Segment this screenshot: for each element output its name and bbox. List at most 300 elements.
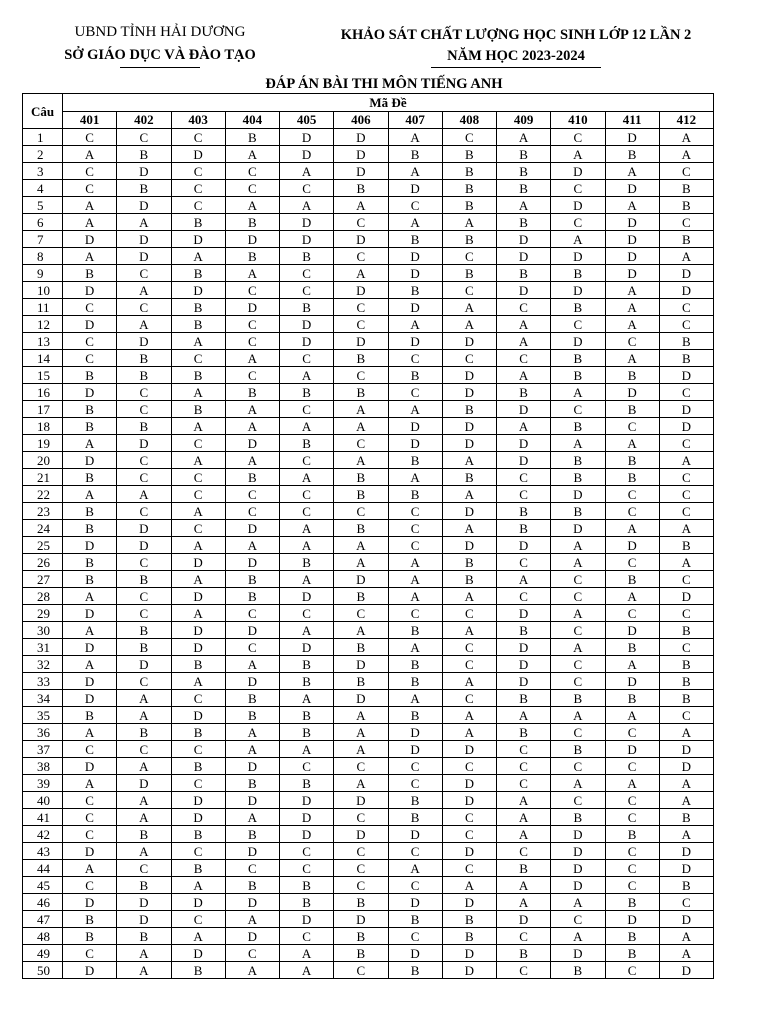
answer-cell: D: [334, 231, 388, 248]
answer-cell: A: [280, 469, 334, 486]
table-row: [23, 299, 714, 316]
answer-cell: A: [497, 894, 551, 911]
answer-cell: A: [63, 486, 117, 503]
question-number: 34: [23, 690, 63, 707]
answer-cell: D: [551, 333, 605, 350]
answer-cell: A: [280, 945, 334, 962]
answer-cell: A: [388, 860, 442, 877]
answer-cell: D: [497, 452, 551, 469]
document-title: ĐÁP ÁN BÀI THI MÔN TIẾNG ANH: [265, 76, 503, 92]
answer-cell: A: [225, 401, 279, 418]
question-number: 42: [23, 826, 63, 843]
answer-cell: B: [334, 588, 388, 605]
answer-cell: B: [388, 452, 442, 469]
answer-cell: C: [225, 180, 279, 197]
answer-cell: C: [334, 503, 388, 520]
exam-code-row: [23, 111, 714, 129]
answer-cell: C: [225, 503, 279, 520]
answer-cell: D: [605, 622, 659, 639]
question-number: 23: [23, 503, 63, 520]
answer-cell: B: [551, 367, 605, 384]
answer-cell: C: [171, 486, 225, 503]
question-number: 37: [23, 741, 63, 758]
answer-cell: B: [117, 622, 171, 639]
question-number: 14: [23, 350, 63, 367]
answer-cell: D: [442, 384, 496, 401]
answer-cell: B: [280, 894, 334, 911]
answer-cell: D: [225, 231, 279, 248]
answer-cell: B: [605, 945, 659, 962]
table-row: [23, 639, 714, 656]
answer-cell: A: [280, 418, 334, 435]
question-number: 33: [23, 673, 63, 690]
answer-cell: A: [605, 299, 659, 316]
answer-cell: C: [117, 129, 171, 146]
table-row: [23, 588, 714, 605]
answer-cell: C: [551, 622, 605, 639]
question-number: 35: [23, 707, 63, 724]
answer-cell: B: [551, 503, 605, 520]
answer-cell: C: [63, 741, 117, 758]
answer-cell: C: [551, 656, 605, 673]
answer-cell: B: [388, 962, 442, 979]
exam-code-408: 408: [442, 111, 496, 129]
answer-cell: D: [117, 520, 171, 537]
table-row: [23, 503, 714, 520]
answer-cell: C: [334, 860, 388, 877]
answer-cell: D: [442, 792, 496, 809]
answer-cell: C: [659, 571, 713, 588]
answer-cell: B: [280, 248, 334, 265]
answer-cell: C: [171, 197, 225, 214]
answer-cell: B: [442, 571, 496, 588]
answer-cell: B: [442, 911, 496, 928]
question-number: 10: [23, 282, 63, 299]
answer-cell: C: [388, 520, 442, 537]
answer-cell: D: [225, 894, 279, 911]
answer-cell: A: [497, 707, 551, 724]
answer-cell: D: [497, 673, 551, 690]
answer-cell: A: [551, 775, 605, 792]
answer-cell: C: [551, 724, 605, 741]
answer-cell: A: [659, 129, 713, 146]
answer-cell: D: [117, 775, 171, 792]
answer-cell: D: [659, 758, 713, 775]
answer-cell: D: [497, 605, 551, 622]
answer-cell: D: [388, 741, 442, 758]
answer-cell: B: [171, 860, 225, 877]
answer-cell: C: [497, 486, 551, 503]
answer-cell: A: [551, 639, 605, 656]
answer-cell: C: [659, 894, 713, 911]
answer-cell: B: [63, 911, 117, 928]
answer-cell: C: [659, 316, 713, 333]
answer-cell: C: [497, 843, 551, 860]
answer-cell: C: [551, 316, 605, 333]
answer-cell: D: [63, 962, 117, 979]
question-number: 22: [23, 486, 63, 503]
answer-cell: B: [442, 197, 496, 214]
answer-cell: C: [442, 809, 496, 826]
answer-cell: A: [388, 129, 442, 146]
answer-cell: A: [551, 605, 605, 622]
answer-cell: A: [442, 214, 496, 231]
answer-cell: B: [171, 316, 225, 333]
issuer-block: [40, 22, 280, 68]
answer-cell: C: [605, 792, 659, 809]
question-number: 12: [23, 316, 63, 333]
answer-cell: C: [334, 758, 388, 775]
answer-cell: A: [225, 741, 279, 758]
answer-cell: B: [497, 724, 551, 741]
answer-cell: B: [551, 265, 605, 282]
question-number: 3: [23, 163, 63, 180]
answer-cell: B: [442, 554, 496, 571]
answer-cell: C: [117, 384, 171, 401]
answer-cell: C: [171, 180, 225, 197]
answer-cell: A: [659, 554, 713, 571]
question-number: 28: [23, 588, 63, 605]
answer-cell: D: [334, 282, 388, 299]
answer-cell: A: [171, 673, 225, 690]
answer-cell: D: [605, 129, 659, 146]
answer-cell: A: [551, 554, 605, 571]
answer-cell: B: [497, 520, 551, 537]
table-row: [23, 486, 714, 503]
answer-cell: D: [280, 911, 334, 928]
table-row: [23, 928, 714, 945]
answer-cell: A: [551, 146, 605, 163]
answer-cell: D: [659, 282, 713, 299]
answer-cell: B: [225, 690, 279, 707]
answer-cell: B: [117, 146, 171, 163]
answer-cell: D: [442, 418, 496, 435]
answer-cell: B: [551, 809, 605, 826]
answer-cell: B: [605, 690, 659, 707]
answer-cell: C: [171, 129, 225, 146]
answer-cell: A: [659, 146, 713, 163]
issuer-underline: [120, 67, 200, 68]
table-row: [23, 418, 714, 435]
answer-cell: B: [171, 826, 225, 843]
answer-cell: C: [551, 214, 605, 231]
answer-cell: D: [334, 826, 388, 843]
answer-cell: D: [334, 129, 388, 146]
answer-cell: A: [442, 877, 496, 894]
answer-cell: D: [388, 248, 442, 265]
answer-cell: C: [659, 384, 713, 401]
answer-cell: B: [117, 877, 171, 894]
table-row: [23, 316, 714, 333]
answer-cell: A: [388, 571, 442, 588]
answer-cell: C: [659, 469, 713, 486]
answer-cell: C: [334, 809, 388, 826]
answer-cell: C: [442, 350, 496, 367]
answer-cell: A: [171, 877, 225, 894]
answer-cell: D: [497, 656, 551, 673]
answer-cell: D: [280, 809, 334, 826]
answer-cell: D: [280, 826, 334, 843]
answer-cell: A: [659, 248, 713, 265]
answer-cell: B: [388, 707, 442, 724]
answer-cell: A: [334, 537, 388, 554]
answer-cell: D: [659, 588, 713, 605]
question-number: 46: [23, 894, 63, 911]
answer-cell: C: [334, 367, 388, 384]
table-row: [23, 265, 714, 282]
answer-key-table: [22, 93, 714, 979]
answer-cell: D: [280, 316, 334, 333]
answer-cell: C: [63, 129, 117, 146]
question-number: 41: [23, 809, 63, 826]
answer-cell: B: [225, 775, 279, 792]
answer-cell: D: [171, 622, 225, 639]
answer-cell: A: [280, 741, 334, 758]
answer-cell: C: [551, 571, 605, 588]
answer-cell: A: [280, 197, 334, 214]
answer-cell: A: [225, 724, 279, 741]
answer-cell: D: [225, 622, 279, 639]
answer-cell: B: [225, 571, 279, 588]
answer-cell: C: [605, 809, 659, 826]
answer-cell: C: [334, 299, 388, 316]
answer-cell: C: [171, 911, 225, 928]
answer-cell: C: [225, 639, 279, 656]
answer-cell: A: [605, 520, 659, 537]
answer-cell: C: [225, 282, 279, 299]
answer-cell: C: [63, 792, 117, 809]
answer-cell: B: [659, 231, 713, 248]
answer-cell: A: [442, 452, 496, 469]
answer-cell: B: [605, 928, 659, 945]
answer-cell: B: [334, 469, 388, 486]
answer-cell: D: [171, 588, 225, 605]
answer-cell: B: [171, 962, 225, 979]
answer-cell: C: [171, 741, 225, 758]
answer-cell: D: [117, 197, 171, 214]
answer-cell: D: [117, 231, 171, 248]
answer-cell: B: [551, 962, 605, 979]
answer-cell: D: [63, 605, 117, 622]
answer-cell: D: [388, 265, 442, 282]
answer-cell: A: [659, 775, 713, 792]
answer-cell: B: [497, 503, 551, 520]
answer-cell: B: [280, 775, 334, 792]
answer-cell: A: [225, 197, 279, 214]
answer-cell: D: [63, 452, 117, 469]
answer-cell: C: [442, 826, 496, 843]
exam-line-1: KHẢO SÁT CHẤT LƯỢNG HỌC SINH LỚP 12 LẦN 2: [340, 27, 692, 43]
answer-cell: D: [280, 146, 334, 163]
table-row: [23, 911, 714, 928]
org-line-1: UBND TỈNH HẢI DƯƠNG: [74, 24, 246, 40]
answer-cell: B: [388, 622, 442, 639]
question-number: 50: [23, 962, 63, 979]
answer-cell: A: [334, 775, 388, 792]
answer-cell: D: [659, 860, 713, 877]
answer-cell: D: [659, 911, 713, 928]
answer-cell: B: [551, 350, 605, 367]
answer-cell: B: [659, 537, 713, 554]
question-number: 44: [23, 860, 63, 877]
table-row: [23, 945, 714, 962]
answer-cell: B: [605, 146, 659, 163]
answer-cell: B: [63, 265, 117, 282]
answer-cell: A: [225, 962, 279, 979]
table-row: [23, 333, 714, 350]
answer-cell: C: [171, 163, 225, 180]
answer-cell: B: [280, 707, 334, 724]
exam-code-402: 402: [117, 111, 171, 129]
answer-cell: A: [63, 435, 117, 452]
answer-cell: D: [63, 282, 117, 299]
exam-code-401: 401: [63, 111, 117, 129]
answer-cell: D: [63, 673, 117, 690]
answer-cell: D: [63, 639, 117, 656]
answer-cell: B: [497, 945, 551, 962]
answer-cell: D: [63, 758, 117, 775]
answer-cell: A: [334, 401, 388, 418]
answer-cell: B: [225, 877, 279, 894]
answer-cell: A: [280, 622, 334, 639]
exam-code-410: 410: [551, 111, 605, 129]
answer-cell: C: [605, 503, 659, 520]
answer-cell: A: [225, 656, 279, 673]
answer-cell: B: [388, 911, 442, 928]
answer-cell: D: [225, 843, 279, 860]
answer-cell: D: [551, 282, 605, 299]
answer-cell: A: [605, 163, 659, 180]
answer-cell: C: [334, 843, 388, 860]
question-number: 38: [23, 758, 63, 775]
answer-cell: B: [171, 724, 225, 741]
answer-cell: D: [551, 248, 605, 265]
answer-cell: B: [171, 401, 225, 418]
answer-cell: D: [605, 248, 659, 265]
answer-cell: C: [117, 860, 171, 877]
answer-cell: D: [225, 299, 279, 316]
answer-cell: D: [171, 809, 225, 826]
answer-cell: B: [171, 299, 225, 316]
answer-cell: C: [605, 724, 659, 741]
table-row: [23, 520, 714, 537]
answer-cell: A: [605, 350, 659, 367]
table-row: [23, 724, 714, 741]
answer-cell: D: [551, 843, 605, 860]
answer-cell: B: [63, 367, 117, 384]
answer-cell: B: [551, 299, 605, 316]
answer-cell: C: [117, 588, 171, 605]
answer-cell: A: [63, 197, 117, 214]
table-row: [23, 197, 714, 214]
answer-cell: D: [551, 877, 605, 894]
answer-cell: C: [117, 605, 171, 622]
answer-cell: D: [225, 928, 279, 945]
answer-cell: A: [117, 843, 171, 860]
question-number: 7: [23, 231, 63, 248]
answer-cell: A: [605, 656, 659, 673]
answer-cell: D: [225, 792, 279, 809]
answer-cell: A: [280, 962, 334, 979]
answer-cell: B: [497, 860, 551, 877]
answer-cell: A: [117, 792, 171, 809]
answer-cell: C: [171, 843, 225, 860]
table-row: [23, 843, 714, 860]
answer-cell: D: [280, 231, 334, 248]
answer-cell: A: [388, 401, 442, 418]
answer-cell: D: [605, 180, 659, 197]
answer-cell: A: [63, 248, 117, 265]
answer-cell: A: [225, 809, 279, 826]
answer-cell: A: [225, 537, 279, 554]
answer-cell: C: [442, 758, 496, 775]
answer-cell: B: [497, 180, 551, 197]
answer-cell: D: [442, 741, 496, 758]
answer-cell: C: [63, 163, 117, 180]
question-number: 36: [23, 724, 63, 741]
answer-cell: C: [442, 248, 496, 265]
answer-cell: C: [659, 639, 713, 656]
answer-cell: C: [63, 180, 117, 197]
answer-cell: C: [117, 401, 171, 418]
answer-cell: C: [280, 928, 334, 945]
answer-cell: B: [659, 333, 713, 350]
answer-cell: B: [388, 809, 442, 826]
answer-cell: C: [171, 350, 225, 367]
answer-cell: D: [63, 316, 117, 333]
exam-line-2: NĂM HỌC 2023-2024: [447, 48, 585, 64]
answer-cell: A: [388, 639, 442, 656]
answer-cell: A: [63, 656, 117, 673]
answer-cell: D: [117, 248, 171, 265]
exam-block: [300, 26, 732, 68]
answer-cell: D: [442, 367, 496, 384]
answer-cell: B: [605, 571, 659, 588]
table-row: [23, 809, 714, 826]
answer-cell: A: [63, 775, 117, 792]
answer-cell: D: [280, 639, 334, 656]
answer-cell: C: [225, 945, 279, 962]
exam-code-407: 407: [388, 111, 442, 129]
answer-cell: A: [659, 792, 713, 809]
answer-cell: B: [117, 350, 171, 367]
exam-code-405: 405: [280, 111, 334, 129]
question-number: 43: [23, 843, 63, 860]
answer-cell: A: [334, 741, 388, 758]
question-number: 16: [23, 384, 63, 401]
answer-cell: A: [225, 418, 279, 435]
question-number: 6: [23, 214, 63, 231]
answer-cell: A: [280, 367, 334, 384]
answer-cell: C: [63, 350, 117, 367]
answer-cell: C: [280, 605, 334, 622]
answer-cell: B: [334, 894, 388, 911]
answer-cell: C: [659, 163, 713, 180]
answer-cell: D: [551, 945, 605, 962]
answer-cell: D: [388, 894, 442, 911]
answer-cell: A: [442, 299, 496, 316]
answer-cell: A: [334, 265, 388, 282]
answer-cell: C: [225, 367, 279, 384]
question-number: 30: [23, 622, 63, 639]
answer-cell: D: [442, 843, 496, 860]
answer-cell: A: [225, 350, 279, 367]
answer-cell: B: [63, 401, 117, 418]
answer-cell: A: [280, 537, 334, 554]
answer-cell: A: [117, 486, 171, 503]
table-row: [23, 401, 714, 418]
answer-cell: C: [442, 690, 496, 707]
